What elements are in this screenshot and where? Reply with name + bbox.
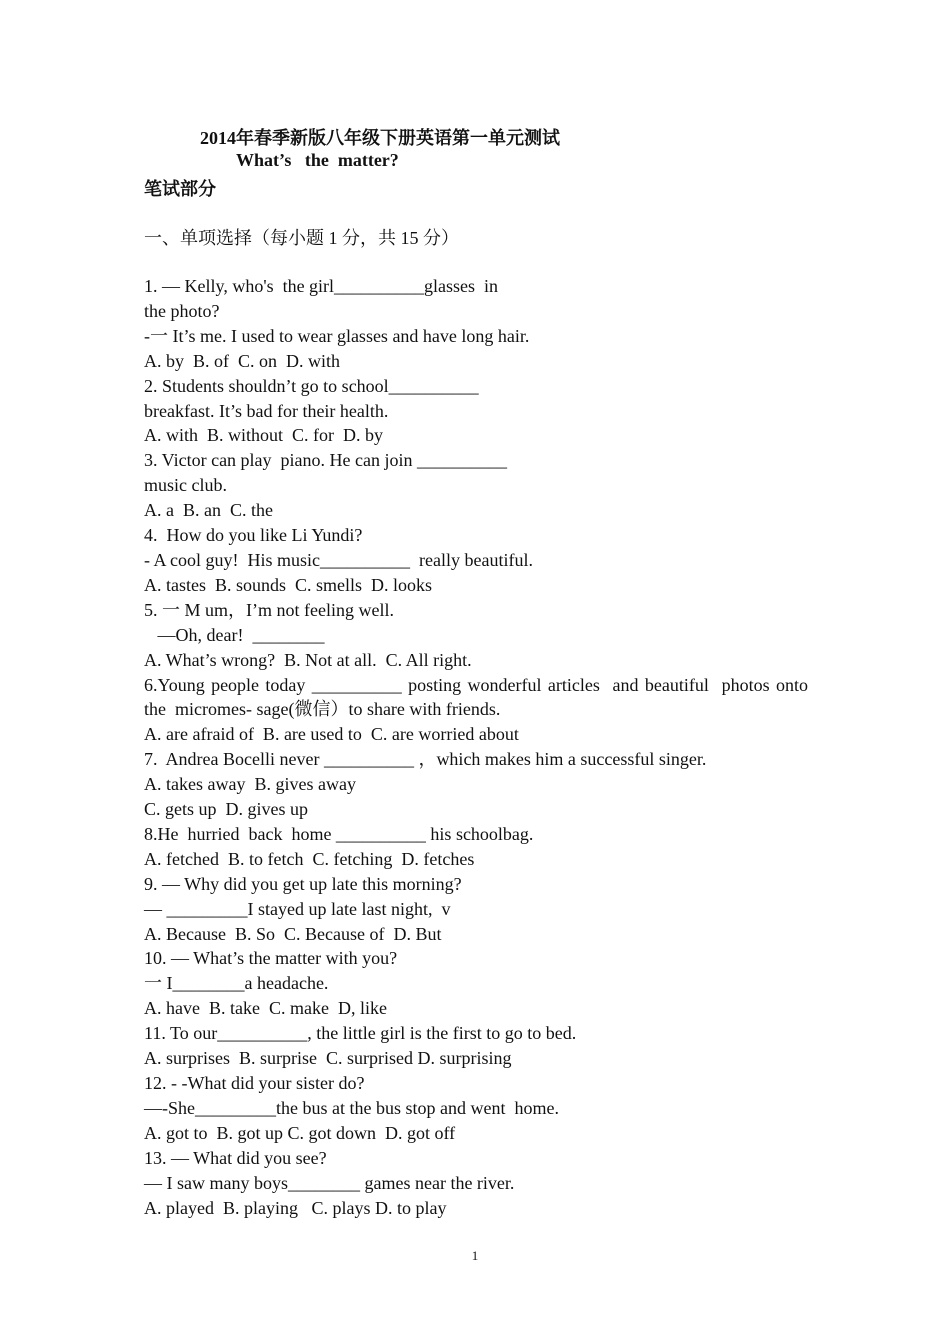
text-line: 6.Young people today __________ posting wonderful articles and beautiful photos onto the micromes- sage(微信）to share with friends. (144, 674, 817, 720)
text-line: -一 It’s me. I used to wear glasses and have long hair. (144, 325, 530, 346)
text-line: A. are afraid of B. are used to C. are worried about (144, 724, 519, 745)
text-line: 10. — What’s the matter with you? (144, 948, 398, 969)
text-line: music club. (144, 475, 227, 496)
page-number: 1 (471, 1248, 479, 1263)
text-line: 4. How do you like Li Yundi? (144, 525, 363, 546)
text-line: the photo? (144, 300, 220, 321)
text-line: A. What’s wrong? B. Not at all. C. All right. (144, 649, 472, 670)
text-line: 9. — Why did you get up late this morning? (144, 873, 462, 894)
text-line: —-She_________the bus at the bus stop and went home. (144, 1097, 559, 1118)
text-line: - A cool guy! His music__________ really beautiful. (144, 549, 533, 570)
text-line: A. a B. an C. the (144, 500, 273, 521)
section-heading: 笔试部分 (144, 179, 216, 199)
part-heading: 一、单项选择（每小题 1 分，共 15 分） (144, 228, 459, 248)
text-line: A. got to B. got up C. got down D. got off (144, 1122, 456, 1143)
text-line: 5. 一 M um，I’m not feeling well. (144, 599, 394, 620)
text-line: 8.He hurried back home __________ his schoolbag. (144, 823, 534, 844)
question-list (144, 274, 817, 1220)
text-line: — _________I stayed up late last night, v (144, 898, 451, 919)
text-line: breakfast. It’s bad for their health. (144, 400, 389, 421)
text-line: A. fetched B. to fetch C. fetching D. fetches (144, 848, 475, 869)
document-subtitle: What’s the matter? (236, 150, 399, 170)
text-line: 11. To our__________, the little girl is the first to go to bed. (144, 1023, 577, 1044)
text-line: A. tastes B. sounds C. smells D. looks (144, 574, 433, 595)
text-line: A. takes away B. gives away (144, 774, 356, 795)
document-title: 2014年春季新版八年级下册英语第一单元测试 (200, 128, 560, 148)
text-line: 一 I________a headache. (144, 973, 329, 994)
text-line: 13. — What did you see? (144, 1147, 327, 1168)
text-line: 1. — Kelly, who's the girl__________glasses in (144, 276, 499, 296)
text-line: 7. Andrea Bocelli never __________ ，which makes him a successful singer. (144, 749, 707, 770)
text-line: A. by B. of C. on D. with (144, 350, 341, 371)
text-line: — I saw many boys________ games near the river. (144, 1172, 515, 1193)
text-line: C. gets up D. gives up (144, 799, 308, 820)
text-line: A. have B. take C. make D, like (144, 998, 387, 1019)
text-line: —Oh, dear! ________ (144, 624, 325, 645)
text-line: A. with B. without C. for D. by (144, 425, 384, 446)
text-line: 2. Students shouldn’t go to school__________ (144, 375, 479, 396)
text-line: A. Because B. So C. Because of D. But (144, 923, 442, 944)
text-line: A. played B. playing C. plays D. to play (144, 1197, 447, 1218)
text-line: A. surprises B. surprise C. surprised D. surprising (144, 1048, 512, 1069)
text-line: 3. Victor can play piano. He can join __________ (144, 450, 508, 471)
text-line: 12. - -What did your sister do? (144, 1073, 365, 1093)
